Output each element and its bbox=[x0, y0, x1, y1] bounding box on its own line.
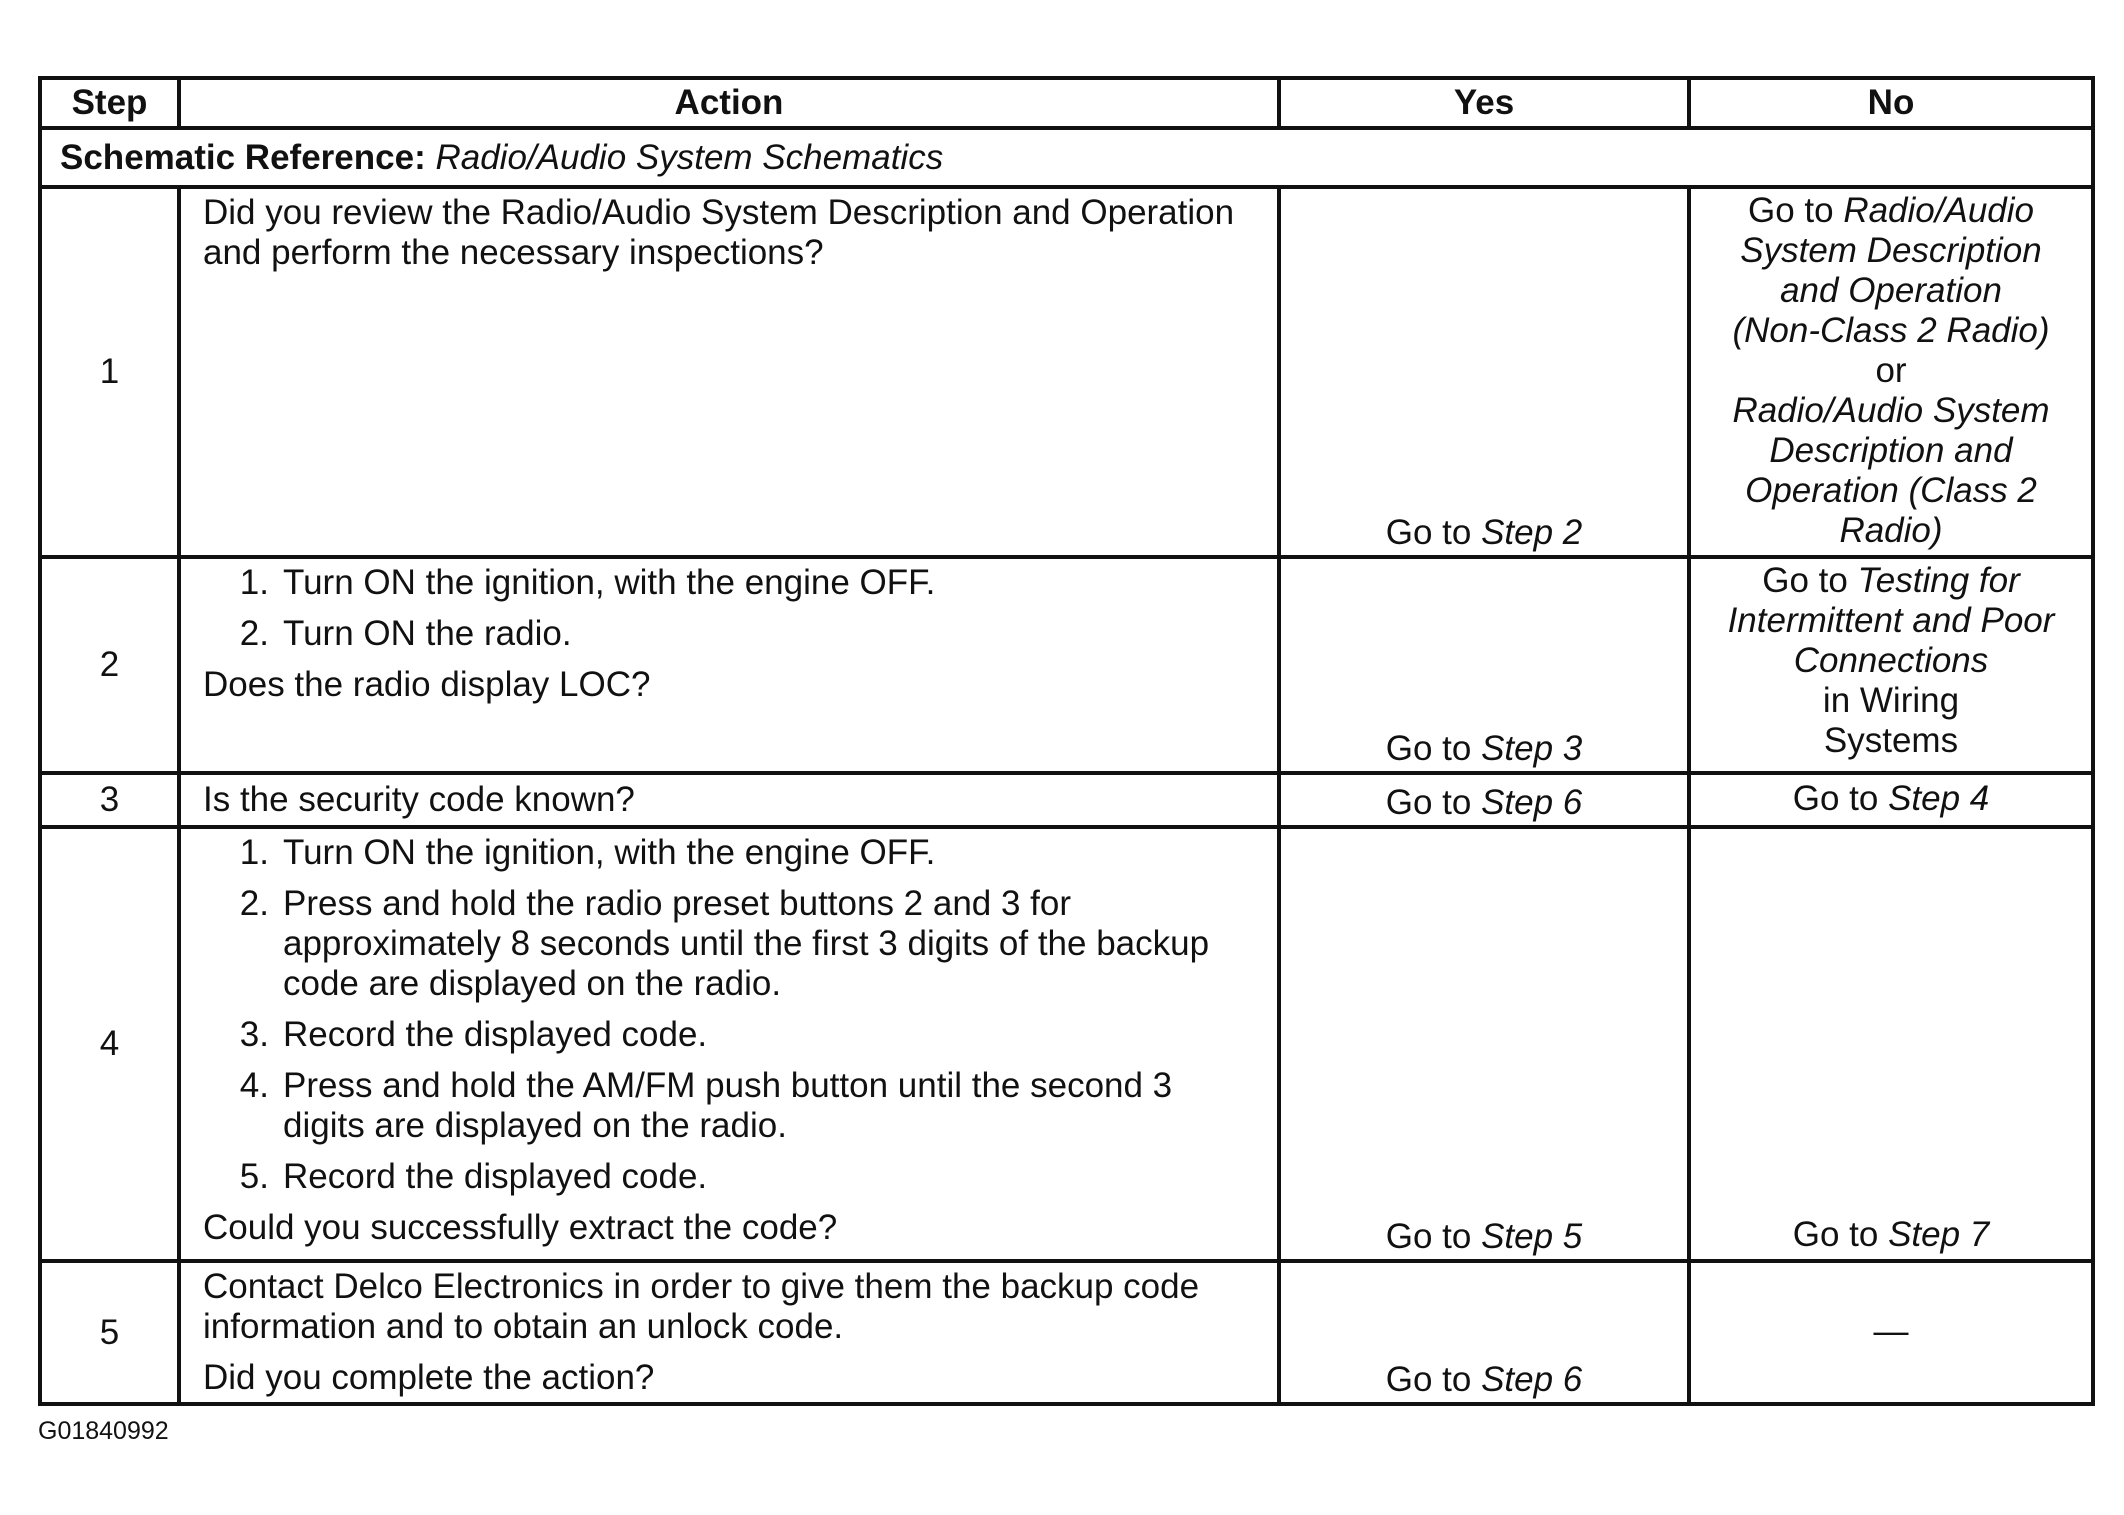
yes-prefix: Go to bbox=[1385, 1217, 1472, 1256]
yes-cell bbox=[1279, 557, 1689, 773]
action-cell bbox=[179, 827, 1279, 1261]
no-link[interactable]: Radio/Audio bbox=[1843, 191, 2035, 230]
action-cell bbox=[179, 773, 1279, 827]
yes-step-link[interactable]: Step 6 bbox=[1481, 1360, 1583, 1399]
yes-prefix: Go to bbox=[1385, 513, 1472, 552]
list-item bbox=[203, 833, 1255, 873]
no-cell bbox=[1689, 187, 2093, 557]
yes-prefix: Go to bbox=[1385, 1360, 1472, 1399]
no-prefix: Go to bbox=[1792, 1215, 1879, 1254]
substep-text: Press and hold the AM/FM push button until the second 3 digits are displayed on the radio. bbox=[283, 1066, 1173, 1145]
action-text: Did you review the Radio/Audio System Description and Operation and perform the necessary inspections? bbox=[203, 193, 1235, 272]
schematic-reference-label: Schematic Reference: bbox=[60, 137, 426, 177]
no-dash: — bbox=[1873, 1311, 1909, 1351]
header-step: Step bbox=[40, 78, 179, 128]
substep-number: 1. bbox=[239, 563, 269, 602]
no-link[interactable]: Connections bbox=[1793, 641, 1989, 680]
figure-id: G01840992 bbox=[38, 1417, 169, 1445]
list-item bbox=[203, 614, 1255, 654]
no-link[interactable]: Operation (Class 2 bbox=[1745, 471, 2037, 510]
action-cell bbox=[179, 1261, 1279, 1404]
table-row bbox=[40, 773, 2093, 827]
table-row bbox=[40, 1261, 2093, 1404]
table-row bbox=[40, 187, 2093, 557]
no-prefix: Go to bbox=[1747, 191, 1844, 230]
step-number: 5 bbox=[40, 1261, 179, 1404]
table-row bbox=[40, 557, 2093, 773]
diagnostic-table bbox=[38, 76, 2095, 1406]
no-link[interactable]: Radio/Audio System bbox=[1732, 391, 2050, 430]
action-question: Does the radio display LOC? bbox=[203, 665, 651, 704]
yes-prefix: Go to bbox=[1385, 783, 1472, 822]
yes-cell bbox=[1279, 1261, 1689, 1404]
no-text: in Wiring bbox=[1822, 681, 1960, 720]
no-step-link[interactable]: Step 7 bbox=[1888, 1215, 1990, 1254]
header-no: No bbox=[1689, 78, 2093, 128]
no-link[interactable]: System Description bbox=[1740, 231, 2042, 270]
action-question: Could you successfully extract the code? bbox=[203, 1208, 838, 1247]
no-text: Systems bbox=[1823, 721, 1959, 760]
no-prefix: Go to bbox=[1762, 561, 1858, 600]
yes-cell bbox=[1279, 827, 1689, 1261]
yes-step-link[interactable]: Step 3 bbox=[1481, 729, 1583, 768]
table-row bbox=[40, 827, 2093, 1261]
step-number: 4 bbox=[40, 827, 179, 1261]
schematic-reference-link[interactable]: Radio/Audio System Schematics bbox=[435, 137, 944, 177]
action-text: Contact Delco Electronics in order to give them the backup code information and to obtain an unlock code. bbox=[203, 1267, 1200, 1346]
yes-prefix: Go to bbox=[1385, 729, 1472, 768]
no-cell bbox=[1689, 1261, 2093, 1404]
action-text: Is the security code known? bbox=[203, 780, 635, 819]
no-link[interactable]: (Non-Class 2 Radio) bbox=[1732, 311, 2050, 350]
action-cell bbox=[179, 557, 1279, 773]
no-link[interactable]: Description and bbox=[1769, 431, 2013, 470]
no-cell bbox=[1689, 773, 2093, 827]
yes-step-link[interactable]: Step 5 bbox=[1481, 1217, 1583, 1256]
no-link[interactable]: and Operation bbox=[1780, 271, 2002, 310]
substep-text: Press and hold the radio preset buttons 2 and 3 for approximately 8 seconds until the first 3 digits of the backup code are displayed on the radio. bbox=[283, 884, 1210, 1003]
no-cell bbox=[1689, 827, 2093, 1261]
action-cell bbox=[179, 187, 1279, 557]
yes-cell bbox=[1279, 187, 1689, 557]
yes-cell bbox=[1279, 773, 1689, 827]
schematic-reference bbox=[40, 128, 2093, 187]
no-link[interactable]: Intermittent and Poor bbox=[1727, 601, 2055, 640]
schematic-reference-row bbox=[40, 128, 2093, 187]
substep-number: 1. bbox=[239, 833, 269, 872]
no-link[interactable]: Radio) bbox=[1839, 511, 1943, 550]
substep-list bbox=[203, 563, 1255, 654]
substep-text: Record the displayed code. bbox=[283, 1015, 708, 1054]
yes-step-link[interactable]: Step 6 bbox=[1481, 783, 1583, 822]
no-line bbox=[1709, 191, 2073, 231]
no-conjunction: or bbox=[1875, 351, 1907, 390]
substep-number: 4. bbox=[239, 1066, 269, 1105]
substep-number: 5. bbox=[239, 1157, 269, 1196]
step-number: 2 bbox=[40, 557, 179, 773]
no-prefix: Go to bbox=[1792, 779, 1879, 818]
substep-text: Record the displayed code. bbox=[283, 1157, 708, 1196]
substep-number: 3. bbox=[239, 1015, 269, 1054]
no-link[interactable]: Testing for bbox=[1857, 561, 2020, 600]
list-item bbox=[203, 1066, 1255, 1146]
no-line bbox=[1709, 561, 2073, 601]
no-step-link[interactable]: Step 4 bbox=[1888, 779, 1990, 818]
step-number: 1 bbox=[40, 187, 179, 557]
header-yes: Yes bbox=[1279, 78, 1689, 128]
substep-list bbox=[203, 833, 1255, 1197]
list-item bbox=[203, 1157, 1255, 1197]
substep-number: 2. bbox=[239, 884, 269, 923]
substep-number: 2. bbox=[239, 614, 269, 653]
header-row bbox=[40, 78, 2093, 128]
substep-text: Turn ON the radio. bbox=[283, 614, 572, 653]
list-item bbox=[203, 1015, 1255, 1055]
yes-step-link[interactable]: Step 2 bbox=[1481, 513, 1583, 552]
action-question: Did you complete the action? bbox=[203, 1358, 655, 1397]
list-item bbox=[203, 884, 1255, 1004]
list-item bbox=[203, 563, 1255, 603]
substep-text: Turn ON the ignition, with the engine OFF. bbox=[283, 563, 936, 602]
header-action: Action bbox=[179, 78, 1279, 128]
step-number: 3 bbox=[40, 773, 179, 827]
substep-text: Turn ON the ignition, with the engine OFF. bbox=[283, 833, 936, 872]
no-cell bbox=[1689, 557, 2093, 773]
